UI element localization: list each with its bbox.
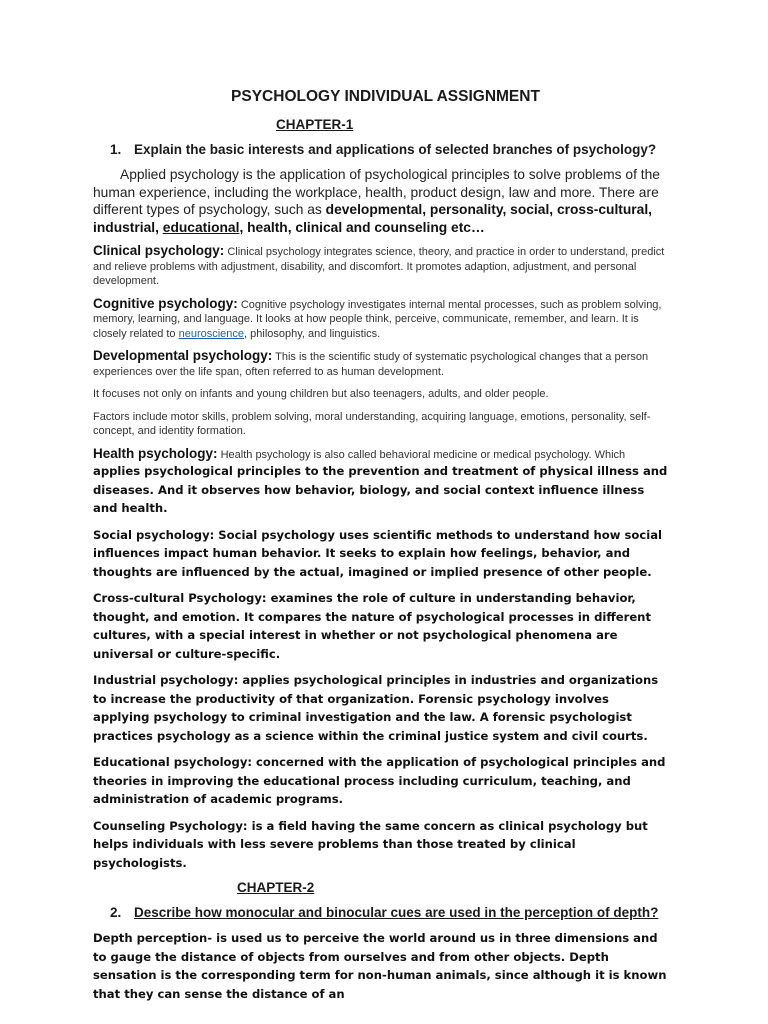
- crosscultural-paragraph: Cross-cultural Psychology: examines the role of culture in understanding behavior, thought, and emotion. It compares the nature of psychological processes in different cultures, with a special interest in whether or not psychological phenomena are universal or culture-specific.: [93, 591, 651, 661]
- clinical-section: [93, 244, 668, 289]
- question-1-text: Explain the basic interests and applications of selected branches of psychology?: [134, 142, 657, 157]
- question-1: [110, 142, 668, 157]
- health-heading: Health psychology:: [93, 445, 218, 461]
- counseling-paragraph: Counseling Psychology: is a field having the same concern as clinical psychology but helps individuals with less severe problems than those treated by clinical psychologists.: [93, 818, 648, 870]
- health-bold-body: applies psychological principles to the prevention and treatment of physical illness and diseases. And it observes how behavior, biology, and social context influence illness and health.: [93, 464, 668, 515]
- developmental-body: This is the scientific study of systematic psychological changes that a person experiences over the life span, often referred to as human development.: [93, 351, 649, 378]
- page-title: PSYCHOLOGY INDIVIDUAL ASSIGNMENT: [231, 88, 540, 105]
- question-2-number: 2.: [110, 905, 122, 920]
- health-section: [93, 447, 668, 518]
- cognitive-body-1: Cognitive psychology investigates internal mental processes, such as problem solving, memory, learning, and language. It looks at how people think, perceive, communicate, remember, and learn. It is closely related to: [93, 298, 662, 340]
- educational-paragraph: Educational psychology: concerned with the application of psychological principles and theories in improving the educational process including curriculum, teaching, and administration of academic programs.: [93, 755, 666, 806]
- developmental-paragraph-2: It focuses not only on infants and young children but also teenagers, adults, and older people.: [93, 388, 549, 400]
- cognitive-body-2: , philosophy, and linguistics.: [244, 327, 381, 340]
- cognitive-heading: Cognitive psychology:: [93, 295, 238, 311]
- neuroscience-link[interactable]: neuroscience: [178, 327, 245, 340]
- intro-educational: educational: [162, 219, 240, 235]
- chapter-2-heading: CHAPTER-2: [237, 880, 315, 895]
- intro-bold-2: , health, clinical and counseling etc…: [239, 219, 485, 235]
- clinical-body: Clinical psychology integrates science, theory, and practice in order to understand, predict and relieve problems with adjustment, disability, and discomfort. It promotes adaption, adjustment, and personal development.: [93, 246, 665, 287]
- intro-text: Applied psychology is the application of psychological principles to solve problems of the human experience, including the workplace, health, product design, law and more. There are different types of psychology, such as: [93, 167, 660, 217]
- cognitive-section: [93, 297, 668, 342]
- clinical-heading: Clinical psychology:: [93, 243, 225, 258]
- developmental-heading: Developmental psychology:: [93, 348, 273, 363]
- social-paragraph: Social psychology: Social psychology uses scientific methods to understand how social influences impact human behavior. It seeks to explain how feelings, behavior, and thoughts are influenced by the actual, imagined or implied presence of other people.: [93, 527, 663, 579]
- question-2-text: Describe how monocular and binocular cues are used in the perception of depth?: [134, 905, 659, 920]
- health-body: Health psychology is also called behavioral medicine or medical psychology. Which: [217, 448, 626, 461]
- depth-paragraph: Depth perception- is used us to perceive the world around us in three dimensions and to gauge the distance of objects from ourselves and from other objects. Depth sensation is the corresponding term for non-human animals, since although it is known that they can sense the distance of an: [93, 931, 667, 1001]
- chapter-1-heading: CHAPTER-1: [276, 117, 354, 132]
- developmental-section: [93, 349, 668, 379]
- intro-bold-1: developmental, personality, social, cross-cultural, industrial,: [93, 202, 653, 235]
- intro-paragraph: [93, 166, 668, 236]
- industrial-paragraph: Industrial psychology: applies psychological principles in industries and organizations to increase the productivity of that organization. Forensic psychology involves applying psychology to criminal investigation and the law. A forensic psychologist practices psychology as a science within the criminal justice system and civil courts.: [93, 673, 659, 743]
- question-1-number: 1.: [110, 142, 122, 157]
- developmental-paragraph-3: Factors include motor skills, problem solving, moral understanding, acquiring language, emotions, personality, self-concept, and identity formation.: [93, 410, 651, 437]
- question-2: [110, 905, 668, 920]
